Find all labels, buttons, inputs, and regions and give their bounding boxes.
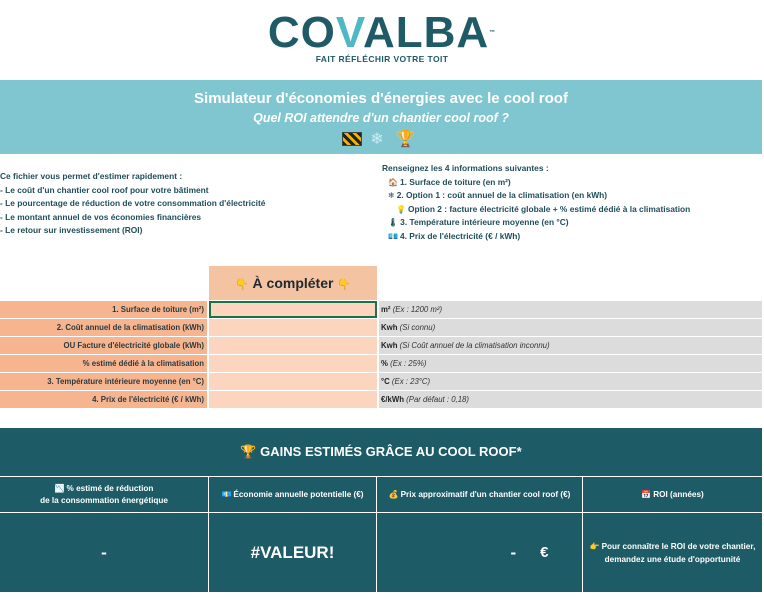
elec-price-input[interactable] [209, 391, 377, 408]
field-unit: % (Ex : 25%) [379, 355, 762, 372]
intro-item: - Le retour sur investissement (ROI) [0, 225, 143, 235]
form-row-temperature [0, 373, 762, 390]
form-row-elec-price [0, 391, 762, 408]
instruction-item: 🌡 3. Température intérieure moyenne (en °C) [382, 216, 690, 230]
chart-icon: 📉 [54, 483, 65, 493]
field-unit: Kwh (Si Coût annuel de la climatisation inconnu) [379, 337, 762, 354]
money-icon: 💶 [388, 231, 398, 241]
field-label: 3. Température intérieure moyenne (en °C) [0, 373, 207, 390]
covalba-logo [0, 10, 764, 64]
field-unit: m² (Ex : 1200 m²) [379, 301, 762, 318]
gain-col-header-savings: 💶 Économie annuelle potentielle (€) [209, 476, 377, 512]
instruction-item: 💶 4. Prix de l'électricité (€ / kWh) [382, 230, 690, 244]
clim-cost-input[interactable] [209, 319, 377, 336]
gain-value-roi: 👉 Pour connaître le ROI de votre chantier, demandez une étude d'opportunité [583, 512, 762, 592]
intro-text [0, 170, 265, 238]
banner-icons [0, 129, 762, 149]
pointing-down-icon: 👇 [337, 279, 352, 291]
pointing-hand-icon: 👉 [589, 541, 600, 551]
thermometer-icon: 🌡 [388, 218, 399, 227]
form-row-clim-cost [0, 319, 762, 336]
logo-tagline: FAIT RÉFLÉCHIR VOTRE TOIT [315, 54, 449, 64]
form-row-clim-percent [0, 355, 762, 372]
trophy-icon: 🏆 [240, 444, 257, 459]
temperature-input[interactable] [209, 373, 377, 390]
calendar-icon: 📅 [641, 489, 652, 499]
gain-col-header-price: 💰 Prix approximatif d'un chantier cool roof (€) [377, 476, 583, 512]
instructions-text [382, 162, 690, 243]
house-icon: 🏠 [388, 177, 398, 187]
elec-bill-input[interactable] [209, 337, 377, 354]
form-header: 👇 À compléter 👇 [209, 266, 377, 300]
money-bag-icon: 💰 [388, 489, 399, 499]
field-label: OU Facture d'électricité globale (kWh) [0, 337, 207, 354]
intro-heading: Ce fichier vous permet d'estimer rapidement : [0, 171, 183, 181]
form-row-elec-bill [0, 337, 762, 354]
instruction-item: ❄ 2. Option 1 : coût annuel de la climatisation (en kWh) [382, 189, 690, 203]
snowflake-icon: ❄ [370, 131, 388, 148]
clim-percent-input[interactable] [209, 355, 377, 372]
gain-value-reduction: - [0, 512, 209, 592]
field-unit: Kwh (Si connu) [379, 319, 762, 336]
header-banner [0, 80, 762, 154]
instructions-heading: Renseignez les 4 informations suivantes : [382, 163, 549, 173]
form-row-surface [0, 301, 762, 318]
money-icon: 💶 [221, 489, 232, 499]
intro-item: - Le coût d'un chantier cool roof pour votre bâtiment [0, 184, 209, 195]
field-label: 1. Surface de toiture (m²) [0, 301, 207, 318]
field-label: % estimé dédié à la climatisation [0, 355, 207, 372]
pointing-down-icon: 👇 [234, 279, 249, 291]
field-label: 4. Prix de l'électricité (€ / kWh) [0, 391, 207, 408]
gains-header: 🏆 GAINS ESTIMÉS GRÂCE AU COOL ROOF* [0, 428, 762, 476]
snowflake-icon: ❄ [388, 191, 395, 200]
intro-item: - Le montant annuel de vos économies financières [0, 211, 202, 222]
gain-value-price: - € [377, 512, 583, 592]
intro-item: - Le pourcentage de réduction de votre consommation d'électricité [0, 198, 266, 208]
page-title: Simulateur d'économies d'énergies avec le cool roof [194, 90, 568, 107]
instruction-item: 🏠 1. Surface de toiture (en m²) [382, 176, 690, 190]
trophy-icon: 🏆 [395, 131, 420, 148]
logo-wordmark: COVALBA™ [267, 8, 497, 57]
gain-value-savings: #VALEUR! [209, 512, 377, 592]
instruction-item: 💡 Option 2 : facture électricité globale + % estimé dédié à la climatisation [382, 203, 690, 217]
field-unit: °C (Ex : 23°C) [379, 373, 762, 390]
surface-input[interactable] [209, 301, 377, 318]
page-subtitle: Quel ROI attendre d'un chantier cool roof ? [253, 111, 509, 125]
field-label: 2. Coût annuel de la climatisation (kWh) [0, 319, 207, 336]
barrier-icon [342, 132, 362, 146]
lightbulb-icon: 💡 [396, 204, 406, 214]
gain-col-header-reduction: 📉 % estimé de réduction de la consommation énergétique [0, 476, 209, 512]
field-unit: €/kWh (Par défaut : 0,18) [379, 391, 762, 408]
gain-col-header-roi: 📅 ROI (années) [583, 476, 762, 512]
